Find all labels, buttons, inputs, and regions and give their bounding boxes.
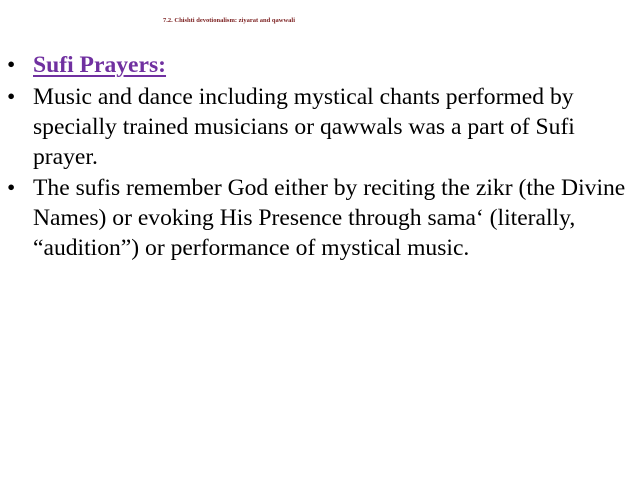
- bullet-icon: •: [7, 175, 16, 201]
- bullet-heading-item: [7, 50, 632, 80]
- bullet-icon: •: [7, 52, 16, 78]
- bullet-text: The sufis remember God either by reciting the zikr (the Divine Names) or evoking His Presence through sama‘ (literally, “audition”) or performance of mystical music.: [33, 175, 626, 261]
- bullet-list: [7, 50, 632, 264]
- slide-header: 7.2. Chishti devotionalism: ziyarat and qawwali: [163, 17, 295, 24]
- bullet-item-zikr: [7, 173, 632, 263]
- bullet-item-music: [7, 82, 632, 172]
- bullet-icon: •: [7, 84, 16, 110]
- bullet-text: Music and dance including mystical chants performed by specially trained musicians or qawwals was a part of Sufi prayer.: [33, 84, 575, 170]
- section-heading: Sufi Prayers:: [33, 52, 167, 78]
